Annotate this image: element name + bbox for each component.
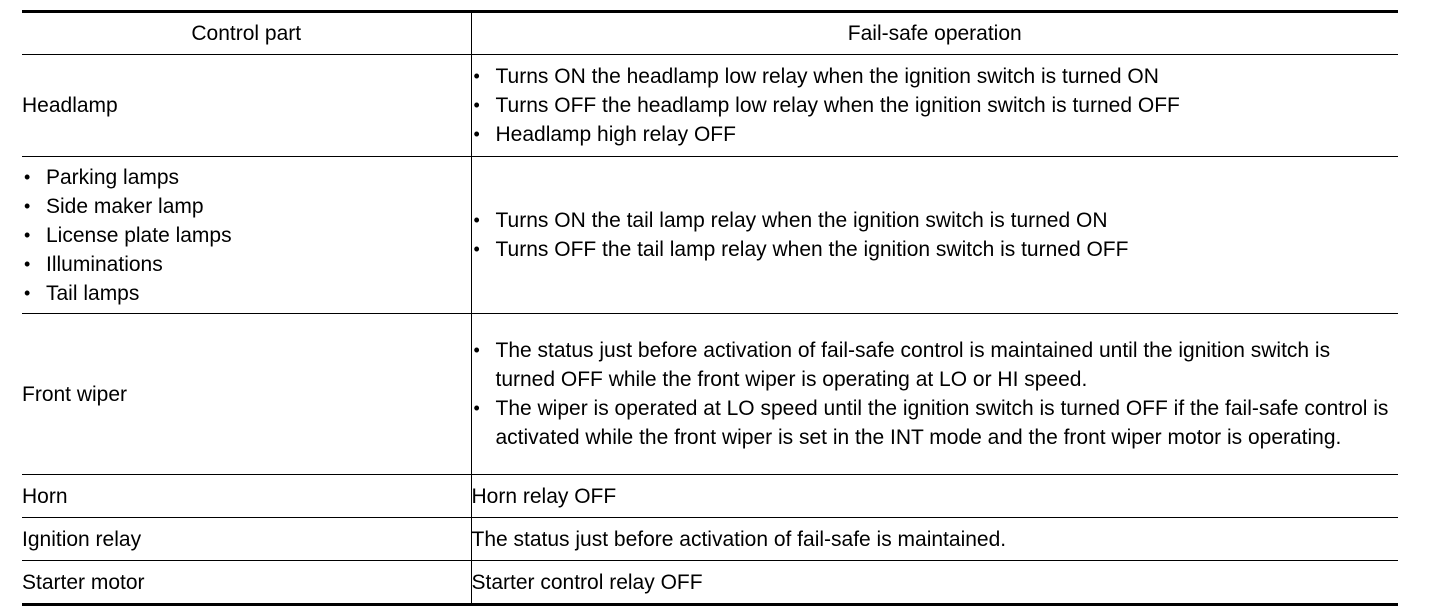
list-item: • Illuminations bbox=[22, 250, 471, 279]
operation-cell: Starter control relay OFF bbox=[471, 561, 1398, 605]
list-item: • Parking lamps bbox=[22, 163, 471, 192]
table-row bbox=[22, 561, 1398, 605]
operation-cell bbox=[471, 314, 1398, 475]
list-item: • Turns OFF the tail lamp relay when the ignition switch is turned OFF bbox=[472, 235, 1399, 264]
table-row bbox=[22, 475, 1398, 518]
control-part-cell: Ignition relay bbox=[22, 518, 471, 561]
list-item: • Headlamp high relay OFF bbox=[472, 120, 1399, 149]
list-item: • License plate lamps bbox=[22, 221, 471, 250]
table-row bbox=[22, 314, 1398, 475]
operation-list bbox=[472, 206, 1399, 264]
header-fail-safe-operation: Fail-safe operation bbox=[471, 12, 1398, 55]
list-item: • Tail lamps bbox=[22, 279, 471, 308]
fail-safe-table bbox=[22, 10, 1398, 606]
operation-list bbox=[472, 336, 1399, 452]
list-item: • Turns OFF the headlamp low relay when the ignition switch is turned OFF bbox=[472, 91, 1399, 120]
list-item: • The wiper is operated at LO speed until the ignition switch is turned OFF if the fail-safe control is activated while the front wiper is set in the INT mode and the front wiper motor is operating. bbox=[472, 394, 1399, 452]
control-part-cell: Headlamp bbox=[22, 55, 471, 157]
operation-cell: The status just before activation of fail-safe is maintained. bbox=[471, 518, 1398, 561]
operation-cell bbox=[471, 157, 1398, 314]
control-part-cell: Front wiper bbox=[22, 314, 471, 475]
operation-list bbox=[472, 62, 1399, 149]
list-item: • Side maker lamp bbox=[22, 192, 471, 221]
header-control-part: Control part bbox=[22, 12, 471, 55]
control-part-cell bbox=[22, 157, 471, 314]
operation-cell bbox=[471, 55, 1398, 157]
control-part-cell: Starter motor bbox=[22, 561, 471, 605]
list-item: • The status just before activation of fail-safe control is maintained until the ignition switch is turned OFF while the front wiper is operating at LO or HI speed. bbox=[472, 336, 1399, 394]
control-part-cell: Horn bbox=[22, 475, 471, 518]
operation-cell: Horn relay OFF bbox=[471, 475, 1398, 518]
table-row bbox=[22, 157, 1398, 314]
control-part-list bbox=[22, 163, 471, 308]
table-row bbox=[22, 518, 1398, 561]
table-row bbox=[22, 55, 1398, 157]
table-header-row bbox=[22, 12, 1398, 55]
list-item: • Turns ON the headlamp low relay when the ignition switch is turned ON bbox=[472, 62, 1399, 91]
list-item: • Turns ON the tail lamp relay when the ignition switch is turned ON bbox=[472, 206, 1399, 235]
